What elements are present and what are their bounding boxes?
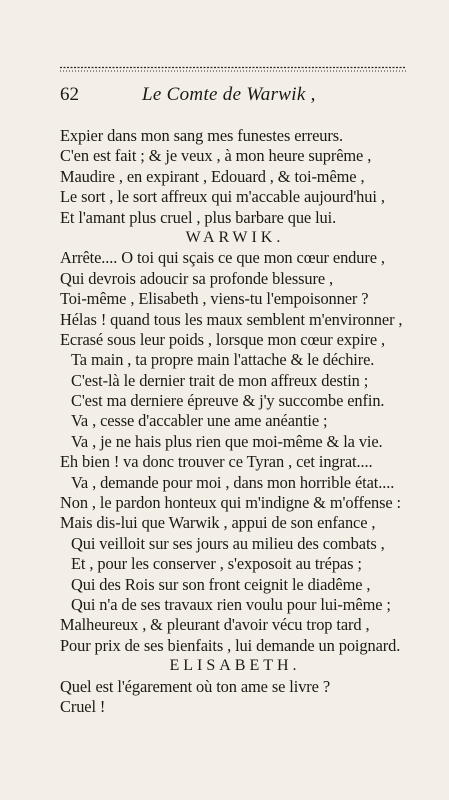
verse-line: Toi-même , Elisabeth , viens-tu l'empoisonner ? <box>60 289 369 309</box>
verse-line: Pour prix de ses bienfaits , lui demande un poignard. <box>60 635 401 655</box>
verse-line: Non , le pardon honteux qui m'indigne & m'offense : <box>60 493 402 513</box>
verse-line: Qui veilloit sur ses jours au milieu des combats , <box>71 533 385 553</box>
verse-line: Et l'amant plus cruel , plus barbare que lui. <box>60 207 337 227</box>
verse-line: Va , demande pour moi , dans mon horrible état.... <box>71 472 395 492</box>
verse-line: Expier dans mon sang mes funestes erreurs. <box>60 126 344 145</box>
verse-line: Mais dis-lui que Warwik , appui de son enfance , <box>60 513 376 533</box>
verse-line: C'en est fait ; & je veux , à mon heure suprême , <box>60 146 372 166</box>
header-ornament-rule <box>60 66 406 73</box>
verse-line: Va , cesse d'accabler une ame anéantie ; <box>71 411 328 431</box>
verse-line: Ta main , ta propre main l'attache & le déchire. <box>71 350 375 370</box>
verse-line: C'est ma derniere épreuve & j'y succombe enfin. <box>71 391 385 411</box>
verse-line: Le sort , le sort affreux qui m'accable aujourd'hui , <box>60 187 385 207</box>
verse-line: Arrête.... O toi qui sçais ce que mon cœur endure , <box>60 248 385 268</box>
verse-line: Ecrasé sous leur poids , lorsque mon cœur expire , <box>60 329 386 349</box>
verse-line: Qui devrois adoucir sa profonde blessure , <box>60 268 334 288</box>
verse-line: C'est-là le dernier trait de mon affreux destin ; <box>71 370 369 390</box>
verse-line: Cruel ! <box>60 696 106 716</box>
verse-line: Eh bien ! va donc trouver ce Tyran , cet ingrat.... <box>60 452 373 472</box>
verse-line: Et , pour les conserver , s'exposoit au trépas ; <box>71 554 362 574</box>
verse-block <box>60 126 410 717</box>
verse-line: Qui des Rois sur son front ceignit le diadême , <box>71 574 371 594</box>
speaker-name: ELISABETH. <box>169 657 301 675</box>
page-number: 62 <box>60 84 79 105</box>
verse-line: Qui n'a de ses travaux rien voulu pour lui-même ; <box>71 594 391 614</box>
verse-line: Va , je ne hais plus rien que moi-même & la vie. <box>71 431 383 451</box>
verse-line: Hélas ! quand tous les maux semblent m'environner , <box>60 309 403 329</box>
page-header <box>60 84 406 110</box>
verse-line: Quel est l'égarement où ton ame se livre ? <box>60 676 331 696</box>
verse-line: Malheureux , & pleurant d'avoir vécu trop tard , <box>60 615 370 635</box>
running-title: Le Comte de Warwik , <box>142 84 316 105</box>
speaker-name: WARWIK. <box>185 228 285 246</box>
verse-line: Maudire , en expirant , Edouard , & toi-même , <box>60 166 365 186</box>
